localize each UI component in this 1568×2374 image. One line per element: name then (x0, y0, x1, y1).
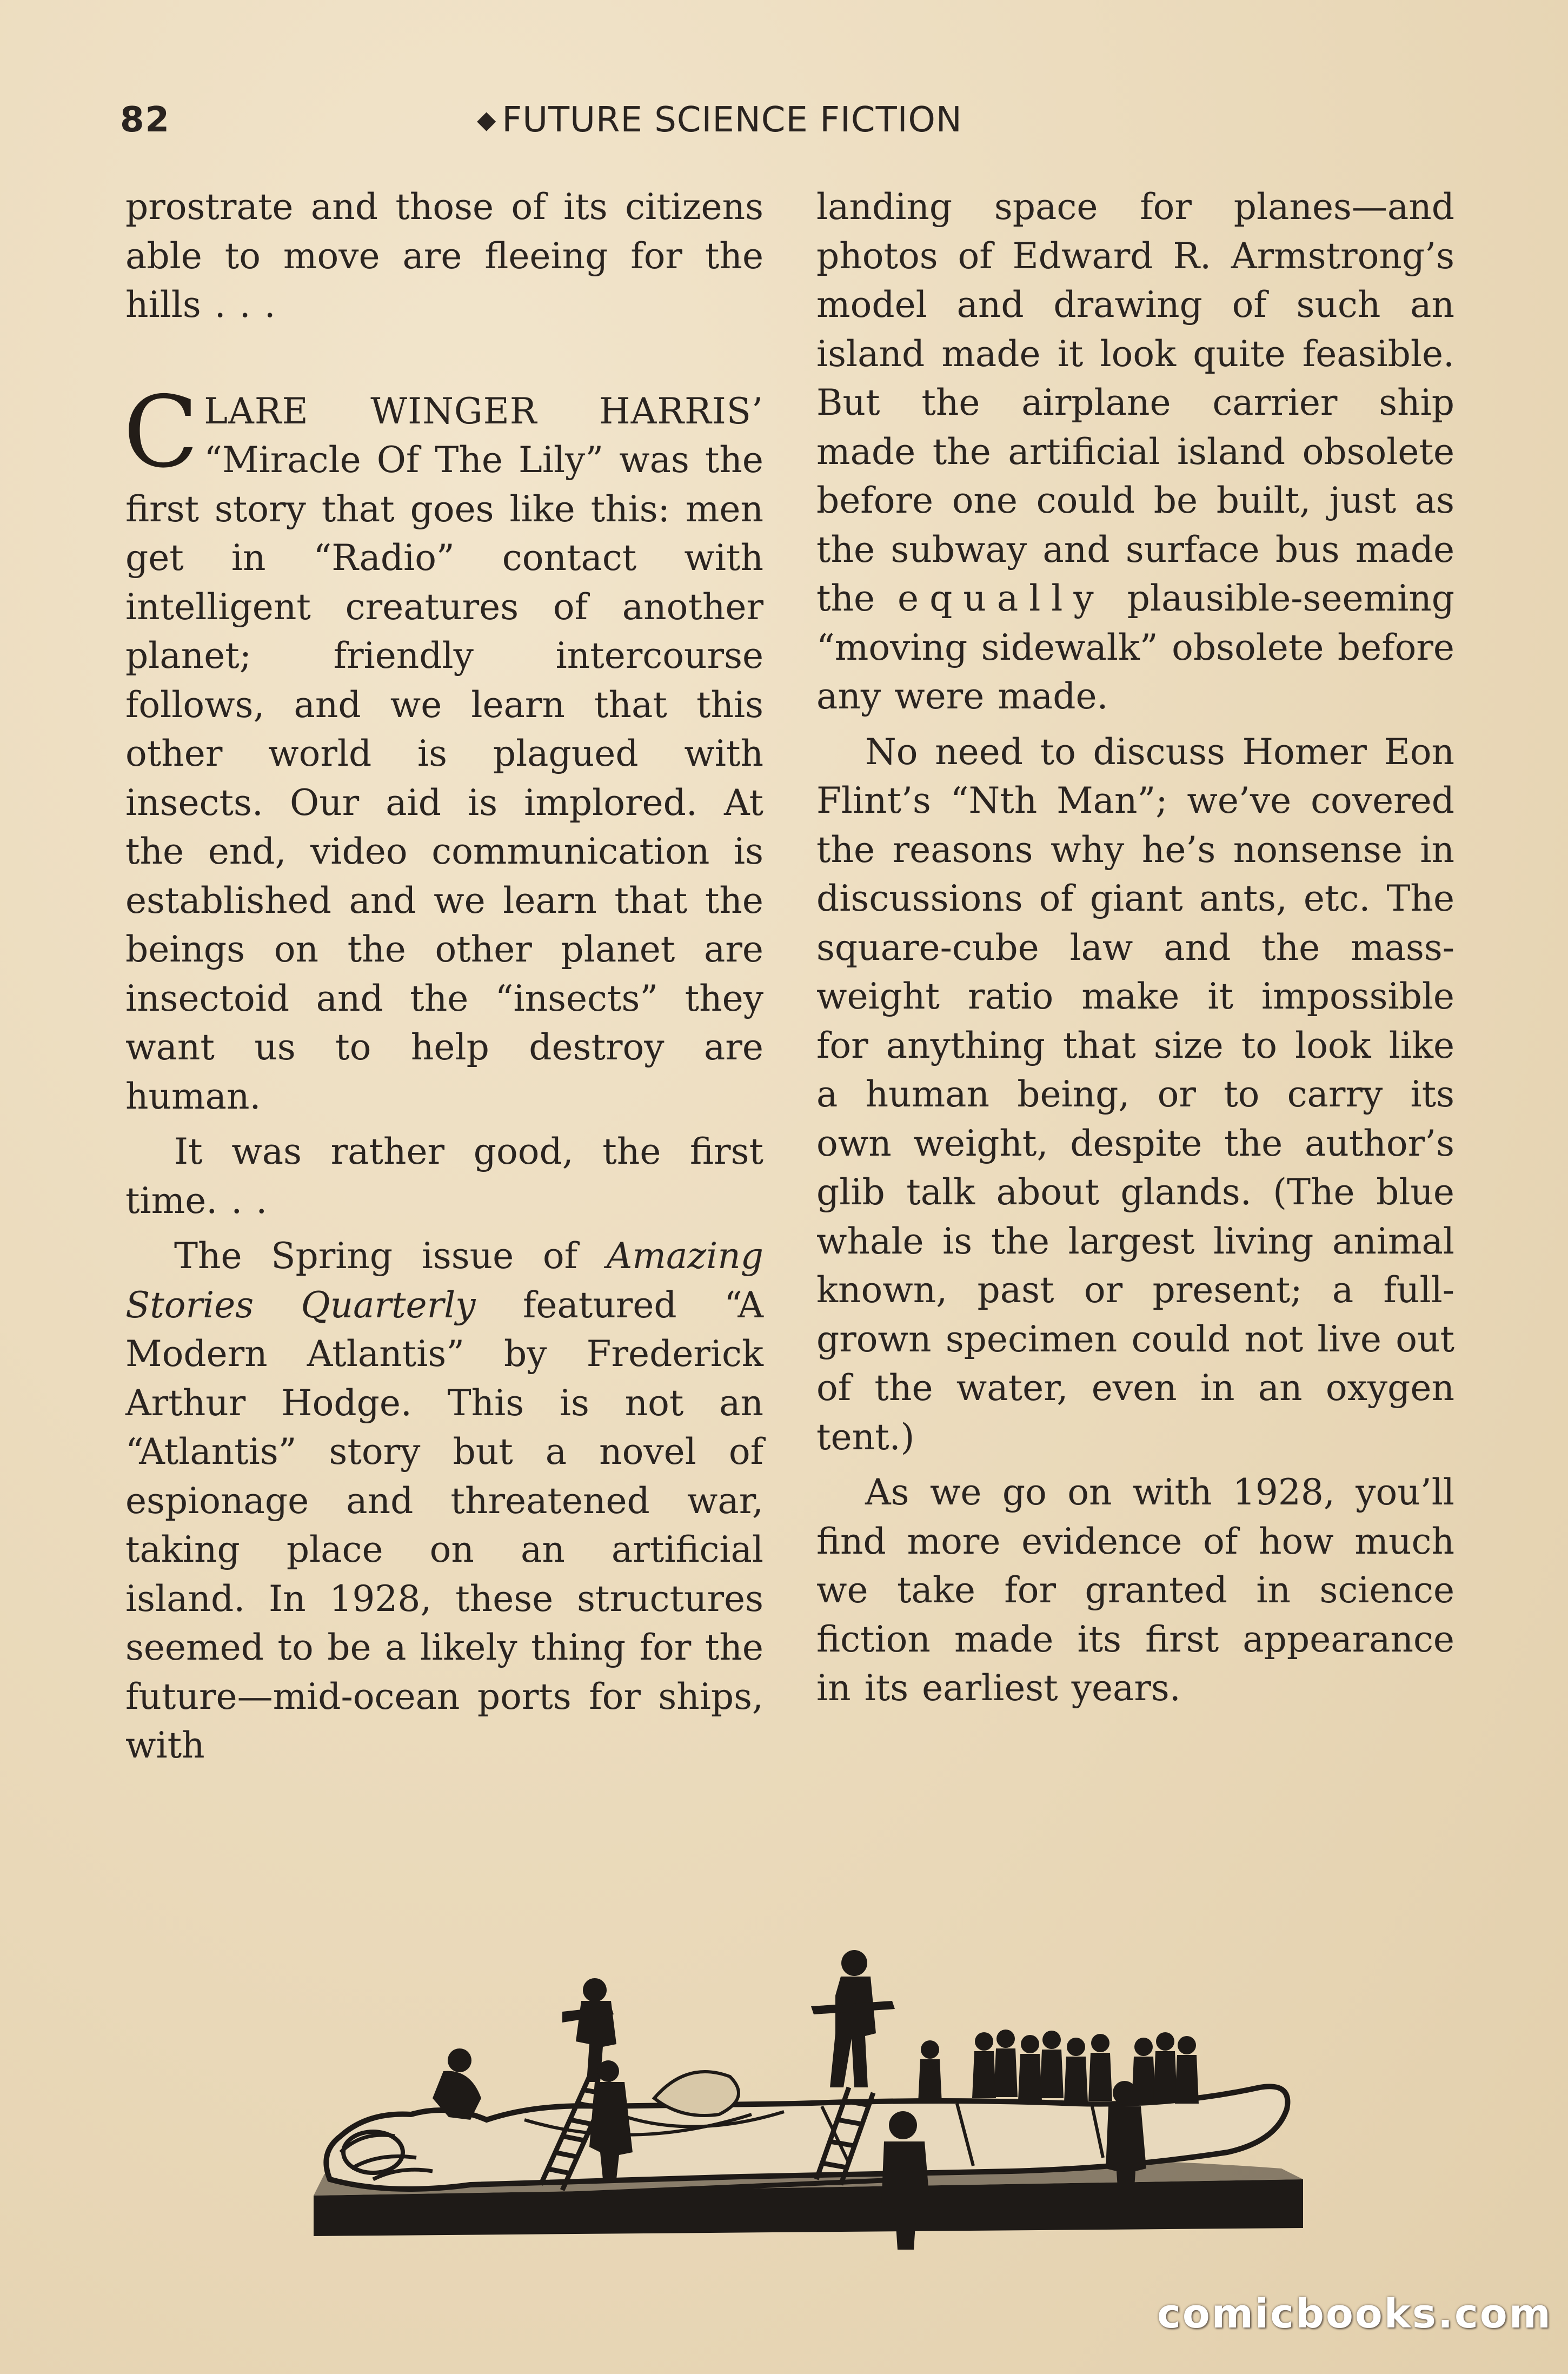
drop-cap: C (123, 374, 199, 489)
watermark: comicbooks.com (1157, 2291, 1552, 2337)
paragraph-text: landing space for planes—and photos of Edward R. Armstrong’s model and drawing of such an island made it look quite feasible. But the airplane carrier ship made the artificial island obsolete before one could be built, just as the subway and surface bus made the (816, 186, 1454, 619)
running-title (477, 100, 962, 140)
right-column (816, 183, 1454, 1713)
left-column (125, 183, 763, 1770)
running-title-text: FUTURE SCIENCE FICTION (502, 100, 962, 140)
giant-illustration (308, 1925, 1308, 2260)
paragraph-continued (816, 183, 1454, 721)
paragraph-atlantis (125, 1232, 763, 1770)
paragraph: As we go on with 1928, you’ll find more evidence of how much we take for granted in science fiction made its first appearance in its earliest years. (816, 1471, 1454, 1709)
lead-in-caps: LARE WINGER HARRIS’ (204, 390, 763, 432)
paragraph-text: plausible-seeming “moving sidewalk” obsolete before any were made. (816, 578, 1454, 717)
bullet-icon: ◆ (477, 105, 497, 134)
page-number: 82 (120, 100, 171, 140)
paragraph-text: featured “A Modern Atlantis” by Frederick Arthur Hodge. This is not an “Atlantis” story but a novel of espionage and threatened war, taking place on an artificial island. In 1928, these structures seemed to be a likely thing for the future—mid-ocean ports for ships, with (125, 1284, 764, 1766)
paragraph-text: “Miracle Of The Lily” was the first story that goes like this: men get in “Radio” contact with intelligent creatures of another planet; friendly intercourse follows, and we learn that this other world is plagued with insects. Our aid is implored. At the end, video communication is established and we learn that the beings on the other planet are insectoid and the “insects” they want us to help destroy are human. (125, 439, 763, 1117)
page-header (120, 100, 1061, 160)
magazine-title: Amazing Stories Quarterly (125, 1235, 763, 1326)
spaced-word: equally (898, 578, 1105, 619)
paragraph: prostrate and those of its citizens able to move are fleeing for the hills . . . (125, 186, 763, 326)
giant-figure-icon (308, 1925, 1308, 2260)
paragraph: It was rather good, the first time. . . (125, 1131, 763, 1222)
paragraph-harris (123, 374, 763, 1122)
paragraph-text: The Spring issue of (174, 1235, 607, 1277)
paragraph: No need to discuss Homer Eon Flint’s “Nth Man”; we’ve covered the reasons why he’s nonsense in discussions of giant ants, etc. The square-cube law and the mass-weight ratio make it impossible for anything that size to look like a human being, or to carry its own weight, despite the author’s glib talk about glands. (The blue whale is the largest living animal known, past or present; a full-grown specimen could not live out of the water, even in an oxygen tent.) (816, 731, 1454, 1458)
